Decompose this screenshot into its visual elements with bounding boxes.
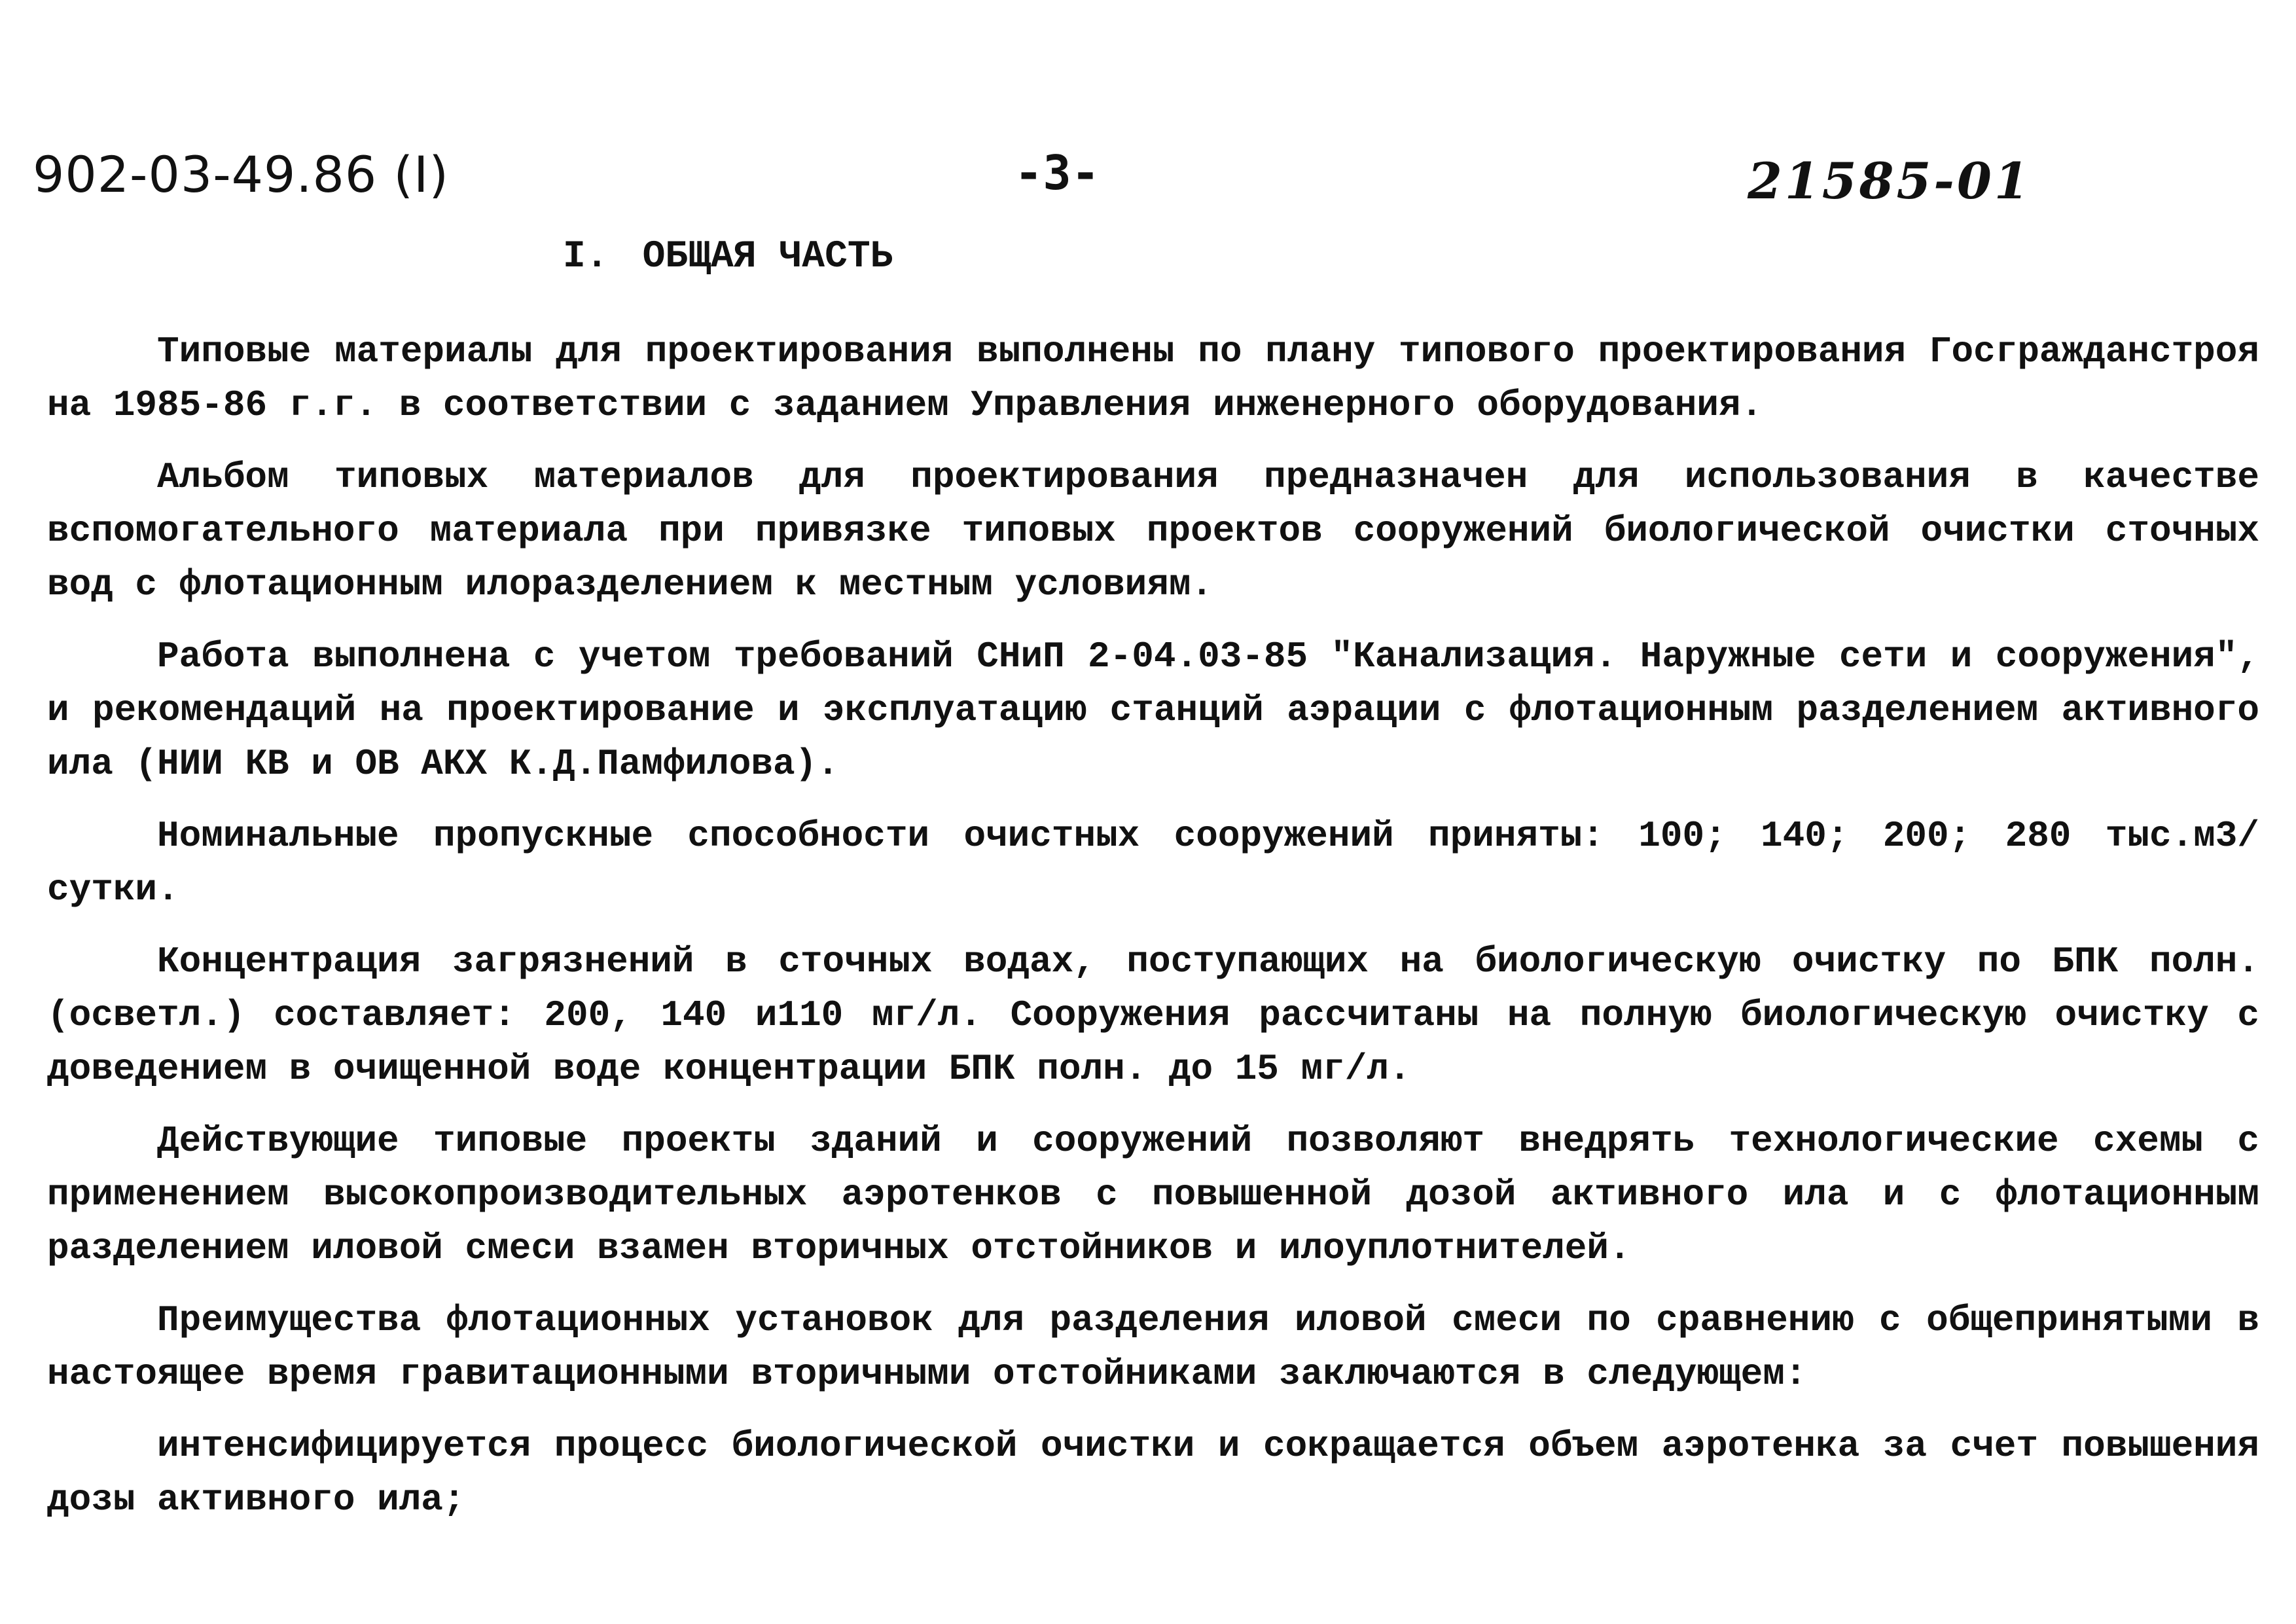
paragraph: Альбом типовых материалов для проектирования предназначен для использования в качестве вспомогательного материала при привязке типовых проектов сооружений биологической очистки сточных вод с флотационным илоразделением к местным условиям. bbox=[47, 456, 2259, 605]
section-number: I. bbox=[563, 236, 609, 278]
page-number: -3- bbox=[1014, 145, 1100, 200]
paragraph: Работа выполнена с учетом требований СНиП 2-04.03-85 "Канализация. Наружные сети и сооружения", и рекомендаций на проектирование и эксплуатацию станций аэрации с флотационным разделением активного ила (НИИ КВ и ОВ АКХ К.Д.Памфилова). bbox=[47, 636, 2259, 785]
section-title: ОБЩАЯ ЧАСТЬ bbox=[642, 236, 893, 278]
paragraph: Преимущества флотационных установок для разделения иловой смеси по сравнению с общепринятыми в настоящее время гравитационными вторичными отстойниками заключаются в следующем: bbox=[47, 1299, 2259, 1395]
paragraph: Действующие типовые проекты зданий и сооружений позволяют внедрять технологические схемы с применением высокопроизводительных аэротенков с повышенной дозой активного ила и с флотационным разделением иловой смеси взамен вторичных отстойников и илоуплотнителей. bbox=[47, 1120, 2259, 1269]
paragraph: интенсифицируется процесс биологической очистки и сокращается объем аэротенка за счет повышения дозы активного ила; bbox=[47, 1425, 2259, 1521]
paragraph: Номинальные пропускные способности очистных сооружений приняты: 100; 140; 200; 280 тыс.м3/сутки. bbox=[47, 815, 2259, 911]
document-code: 902-03-49.86 (I) bbox=[33, 145, 450, 204]
page-header bbox=[33, 145, 2245, 224]
paragraph: Концентрация загрязнений в сточных водах, поступающих на биологическую очистку по БПК полн. (осветл.) составляет: 200, 140 и110 мг/л. Сооружения рассчитаны на полную биологическую очистку с доведением в очищенной воде концентрации БПК полн. до 15 мг/л. bbox=[47, 941, 2259, 1090]
archive-number: 21585-01 bbox=[1748, 152, 2032, 210]
paragraph: Типовые материалы для проектирования выполнены по плану типового проектирования Госгражданстроя на 1985-86 г.г. в соответствии с заданием Управления инженерного оборудования. bbox=[47, 331, 2259, 426]
section-heading bbox=[563, 236, 893, 278]
body-text bbox=[47, 325, 2259, 1545]
